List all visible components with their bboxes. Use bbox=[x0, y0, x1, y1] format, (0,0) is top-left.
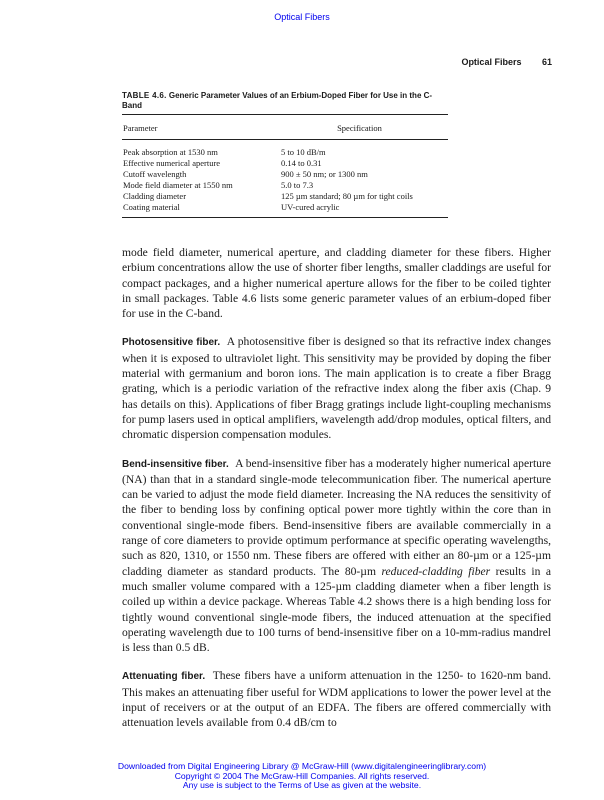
table-header-row bbox=[122, 115, 448, 139]
table-cell: 125 µm standard; 80 µm for tight coils bbox=[281, 191, 413, 201]
bend-insensitive-text-2: results in a much smaller volume compared with a 125-µm cladding diameter when a fiber length is coiled up within a device package. Whereas Table 4.2 shows there is a high bending loss for tightly wound conventional single-mode fibers, the induced attenuation at the specified operating wavelength due to 100 turns of bend-insensitive fiber on a 10-mm-radius mandrel is less than 0.5 dB. bbox=[122, 564, 551, 655]
attenuating-text: These fibers have a uniform attenuation in the 1250- to 1620-nm band. This makes an attenuating fiber useful for WDM applications to lower the power level at the input of receivers or at the output of an EDFA. The fibers are offered commercially with attenuation levels available from 0.4 dB/cm to bbox=[122, 669, 551, 730]
top-chapter-link[interactable]: Optical Fibers bbox=[274, 12, 330, 22]
table-cell: UV-cured acrylic bbox=[281, 202, 340, 212]
bend-insensitive-text-1: A bend-insensitive fiber has a moderately higher numerical aperture (NA) than that in a standard single-mode telecommunication fiber. The numerical aperture can be varied to adjust the mode field diameter. Increasing the NA reduces the sensitivity of the fiber to bending loss by confining optical power more tightly within the core than in conventional single-mode fibers. Bend-insensitive fibers are available commercially in a range of core diameters to provide optimum performance at specific operating wavelengths, such as 820, 1310, or 1550 nm. These fibers are offered with either an 80-µm or a 125-µm cladding diameter as standard products. The 80-µm bbox=[122, 456, 551, 578]
table-cell: Effective numerical aperture bbox=[123, 158, 221, 168]
footer-download-link[interactable]: Downloaded from Digital Engineering Library @ McGraw-Hill (www.digitalengineeringlibrary.com) bbox=[117, 761, 487, 771]
table-row bbox=[123, 180, 448, 191]
table-bottom-rule bbox=[122, 217, 448, 218]
bend-insensitive-paragraph bbox=[122, 456, 551, 656]
photosensitive-heading: Photosensitive fiber. bbox=[122, 337, 221, 349]
page-number: 61 bbox=[541, 57, 552, 67]
footer bbox=[0, 762, 604, 791]
table-caption bbox=[122, 91, 452, 111]
table-row bbox=[123, 147, 448, 158]
table-caption-text: Generic Parameter Values of an Erbium-Doped Fiber for Use in the C-Band bbox=[122, 91, 433, 110]
footer-copyright[interactable]: Copyright © 2004 The McGraw-Hill Companies. All rights reserved. bbox=[174, 770, 430, 781]
table-header-specification: Specification bbox=[337, 123, 382, 133]
bend-insensitive-heading: Bend-insensitive fiber. bbox=[122, 458, 229, 470]
table-cell: Coating material bbox=[123, 202, 180, 212]
photosensitive-paragraph bbox=[122, 334, 551, 442]
table-cell: Cladding diameter bbox=[123, 191, 187, 201]
table-row bbox=[123, 158, 448, 169]
table-body bbox=[122, 140, 448, 217]
table-cell: Cutoff wavelength bbox=[123, 169, 187, 179]
table-cell: 0.14 to 0.31 bbox=[281, 158, 322, 168]
running-head bbox=[461, 57, 552, 67]
table-row bbox=[123, 191, 448, 202]
table-cell: 5 to 10 dB/m bbox=[281, 147, 326, 157]
table-cell: 900 ± 50 nm; or 1300 nm bbox=[281, 169, 368, 179]
body-text bbox=[122, 245, 551, 731]
footer-terms[interactable]: Any use is subject to the Terms of Use as given at the website. bbox=[182, 780, 422, 791]
reduced-cladding-term: reduced-cladding fiber bbox=[381, 564, 491, 578]
attenuating-paragraph bbox=[122, 668, 551, 730]
table-row bbox=[123, 202, 448, 213]
intro-paragraph: mode field diameter, numerical aperture, and cladding diameter for these fibers. Higher erbium concentrations allow the use of shorter fiber lengths, smaller claddings are useful for compact packages, and a higher numerical aperture allows for the fiber to be coiled tighter in small packages. Table 4.6 lists some generic parameter values of an erbium-doped fiber for use in the C-band. bbox=[122, 246, 551, 321]
photosensitive-text: A photosensitive fiber is designed so that its refractive index changes when it is exposed to ultraviolet light. This sensitivity may be provided by doping the fiber material with germanium and boron ions. The main application is to create a fiber Bragg grating, which is a periodic variation of the refractive index along the fiber axis (Chap. 9 has details on this). Applications of fiber Bragg gratings include light-coupling mechanisms for pump lasers used in optical amplifiers, wavelength add/drop modules, optical filters, and chromatic dispersion compensation modules. bbox=[122, 335, 551, 442]
attenuating-heading: Attenuating fiber. bbox=[122, 671, 206, 683]
table-row bbox=[123, 169, 448, 180]
table-number: TABLE 4.6. bbox=[122, 91, 167, 100]
table-header-parameter: Parameter bbox=[123, 123, 158, 133]
parameter-table bbox=[122, 114, 448, 218]
table-cell: Peak absorption at 1530 nm bbox=[123, 147, 218, 157]
table-cell: 5.0 to 7.3 bbox=[281, 180, 314, 190]
running-head-title: Optical Fibers bbox=[461, 57, 522, 67]
table-cell: Mode field diameter at 1550 nm bbox=[123, 180, 233, 190]
